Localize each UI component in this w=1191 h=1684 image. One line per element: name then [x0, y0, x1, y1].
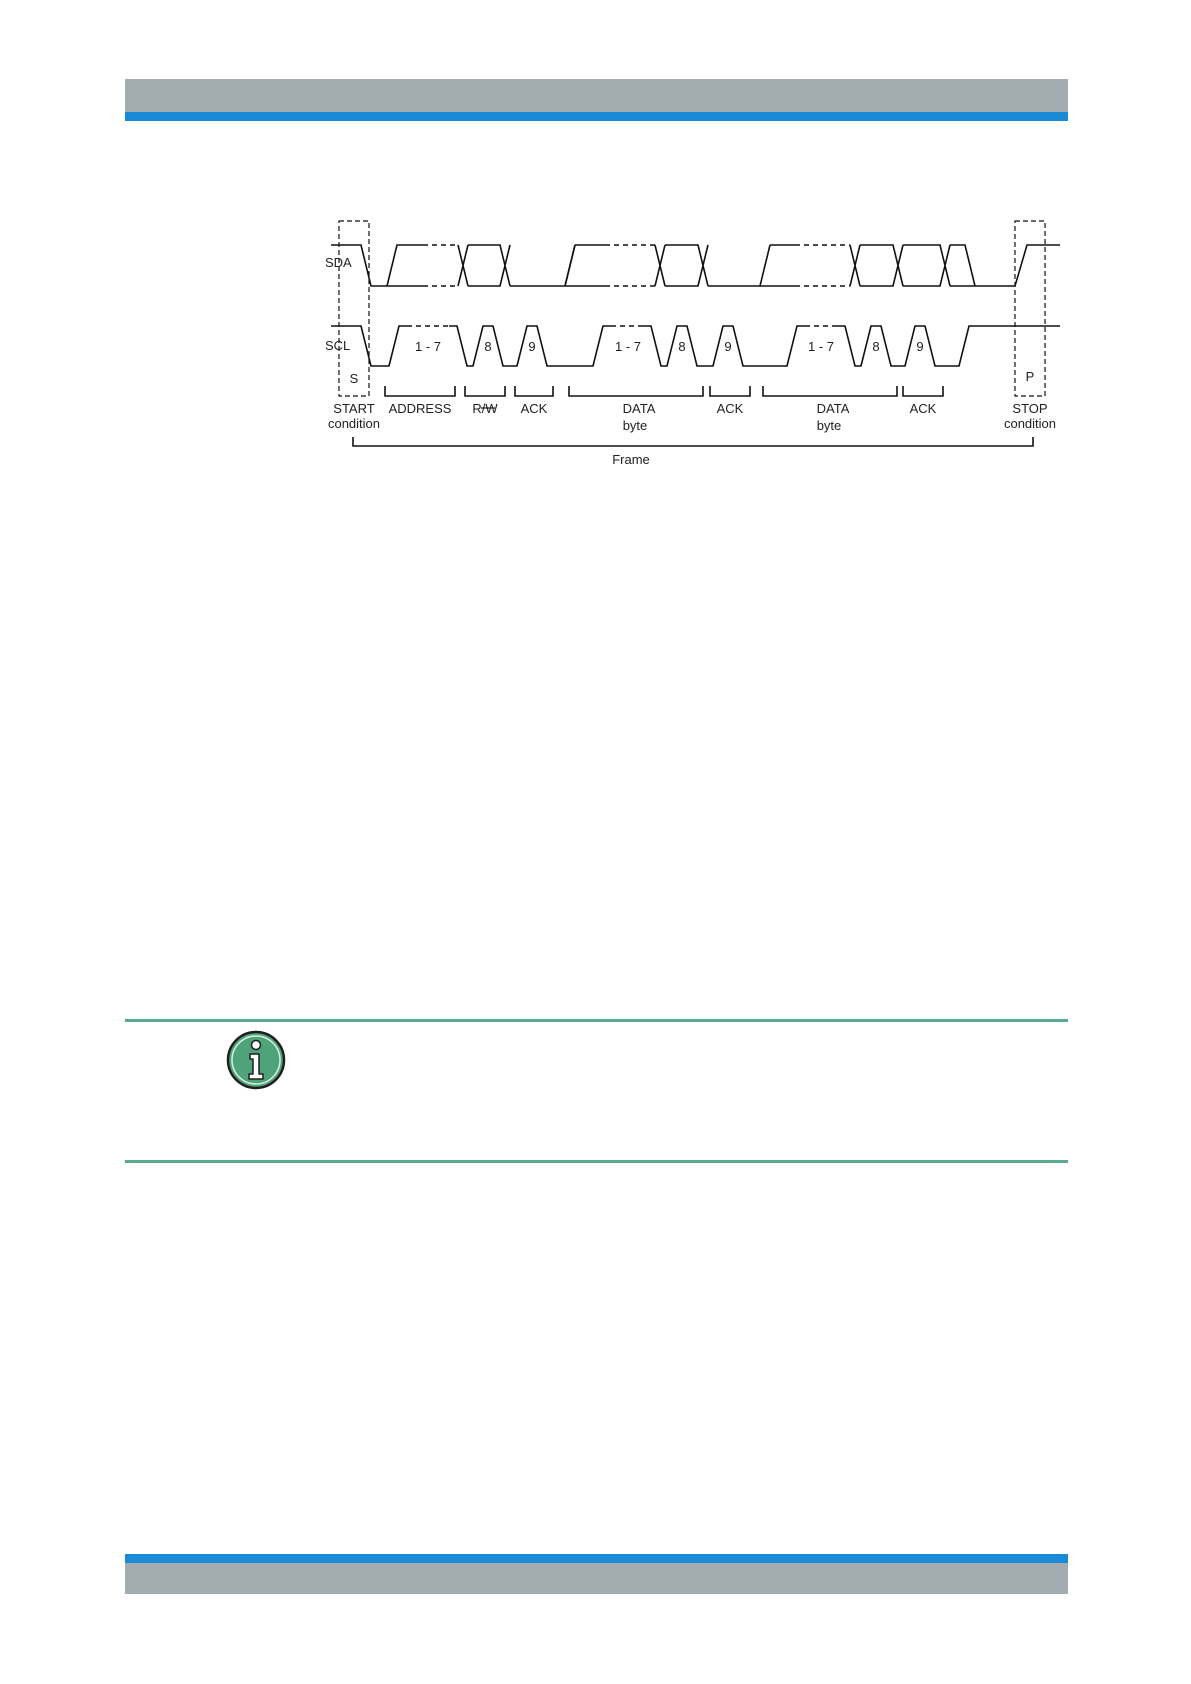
- footer-bar: [125, 1563, 1068, 1594]
- sda-address-dash: [423, 245, 458, 286]
- pulse-label-data2-bit8: 8: [872, 339, 880, 354]
- field-stop-line1: STOP: [1012, 401, 1048, 416]
- field-ack2: ACK: [716, 401, 744, 416]
- start-symbol: S: [349, 371, 359, 386]
- sda-data2-cells: [850, 245, 950, 286]
- field-rw: R/W: [472, 401, 498, 416]
- bracket-address: [385, 386, 455, 396]
- pulse-label-ack2: 9: [724, 339, 732, 354]
- sda-data1-cell: [655, 245, 708, 286]
- bracket-ack2: [710, 386, 750, 396]
- stop-symbol: P: [1025, 369, 1035, 384]
- field-stop-line2: condition: [1003, 416, 1057, 431]
- sda-data1-dash: [605, 245, 655, 286]
- header-accent-bar: [125, 112, 1068, 121]
- pulse-label-data1: 1 - 7: [614, 339, 642, 354]
- note-bottom-rule: [125, 1160, 1068, 1163]
- sda-rw-cell: [468, 245, 510, 286]
- frame-label: Frame: [612, 452, 650, 467]
- sda-address-cell: [387, 245, 423, 286]
- field-start-line2: condition: [327, 416, 381, 431]
- field-data2-line2: byte: [816, 418, 842, 433]
- scl-label: SCL: [325, 338, 351, 353]
- field-address: ADDRESS: [388, 401, 452, 416]
- bracket-frame: [353, 437, 1033, 446]
- note-top-rule: [125, 1019, 1068, 1022]
- field-data1-line1: DATA: [622, 401, 656, 416]
- pulse-label-ack1: 9: [528, 339, 536, 354]
- info-icon: [226, 1030, 286, 1090]
- pulse-label-data1-bit8: 8: [678, 339, 686, 354]
- sda-data2-dash: [795, 245, 850, 286]
- bracket-rw: [465, 386, 505, 396]
- sda-ack1: [510, 245, 575, 286]
- bracket-data2: [763, 386, 897, 396]
- footer-accent-bar: [125, 1554, 1068, 1563]
- sda-label: SDA: [325, 255, 352, 270]
- pulse-label-rw: 8: [484, 339, 492, 354]
- pulse-label-ack3: 9: [916, 339, 924, 354]
- bracket-data1: [569, 386, 703, 396]
- sda-ack3-upper: [950, 245, 975, 286]
- pulse-label-data2: 1 - 7: [807, 339, 835, 354]
- field-start-line1: START: [333, 401, 375, 416]
- field-data2-line1: DATA: [816, 401, 850, 416]
- pulse-label-address: 1 - 7: [414, 339, 442, 354]
- sda-ack2: [708, 245, 770, 286]
- bracket-ack3: [903, 386, 943, 396]
- field-data1-line2: byte: [622, 418, 648, 433]
- sda-data1-start: [565, 245, 605, 286]
- start-condition-box: [339, 221, 369, 396]
- field-ack1: ACK: [520, 401, 548, 416]
- field-ack3: ACK: [909, 401, 937, 416]
- sda-address-cell-end: [458, 245, 468, 286]
- i2c-timing-diagram: [325, 213, 1065, 508]
- header-bar: [125, 79, 1068, 112]
- bracket-ack1: [515, 386, 553, 396]
